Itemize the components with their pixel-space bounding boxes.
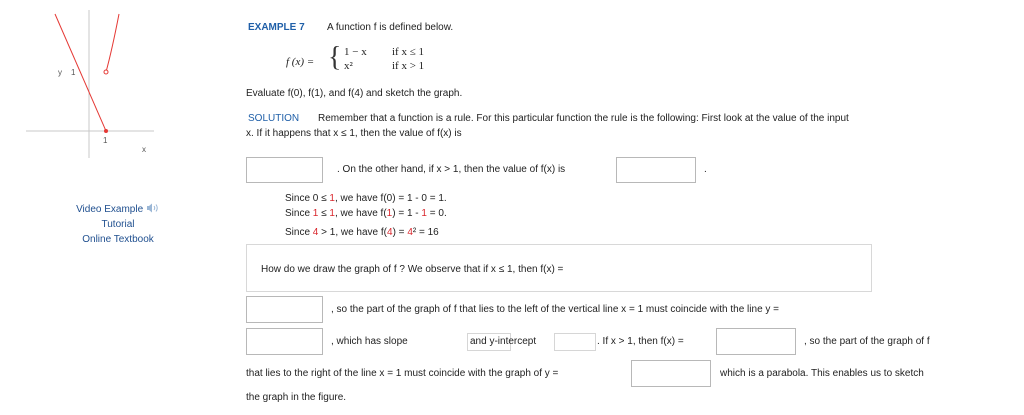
graph-tick-x: 1	[103, 136, 108, 145]
line-segment	[55, 14, 106, 131]
step2-end-text: , so the part of the graph of f	[804, 336, 930, 347]
open-point	[104, 70, 108, 74]
step1-text: , so the part of the graph of f that lies to the left of the vertical line x = 1 must coincide with the line y =	[331, 304, 780, 315]
video-example-label: Video Example	[76, 204, 144, 215]
function-lhs: f (x) =	[286, 56, 315, 68]
speaker-icon	[146, 203, 160, 213]
answer-input-1[interactable]	[246, 157, 323, 183]
evaluate-text: Evaluate f(0), f(1), and f(4) and sketch the graph.	[246, 88, 463, 99]
online-textbook-link[interactable]: Online Textbook	[82, 234, 154, 245]
function-graph	[20, 10, 160, 160]
graph-tick-y: 1	[71, 68, 76, 77]
calc-line-2: Since 1 ≤ 1, we have f(1) = 1 - 1 = 0.	[285, 208, 447, 219]
solution-label: SOLUTION	[248, 113, 300, 124]
case1-cond: if x ≤ 1	[392, 46, 425, 58]
answer-input-5[interactable]	[716, 328, 796, 355]
example-label: EXAMPLE 7	[248, 22, 305, 33]
answer-input-4[interactable]	[246, 328, 323, 355]
solution-line3: . On the other hand, if x > 1, then the value of f(x) is	[337, 164, 566, 175]
answer-input-2[interactable]	[616, 157, 696, 183]
solution-line3-end: .	[704, 164, 707, 175]
calc-line-1: Since 0 ≤ 1, we have f(0) = 1 - 0 = 1.	[285, 193, 447, 204]
step3-text: that lies to the right of the line x = 1 must coincide with the graph of y =	[246, 368, 559, 379]
tutorial-link[interactable]: Tutorial	[101, 219, 135, 230]
intercept-input[interactable]	[554, 333, 596, 351]
graph-y-label: y	[58, 68, 62, 77]
brace: {	[328, 42, 342, 73]
parabola-branch	[106, 14, 119, 72]
closed-point	[104, 129, 108, 133]
step2-slope-text: , which has slope	[331, 336, 408, 347]
video-example-link[interactable]	[58, 203, 178, 215]
example-intro: A function f is defined below.	[327, 22, 454, 33]
solution-line1: Remember that a function is a rule. For this particular function the rule is the following: First look at the value of the input	[318, 113, 849, 124]
case1-expr: 1 − x	[344, 46, 367, 58]
step2-intercept-text: and y-intercept	[470, 336, 537, 347]
panel-question: How do we draw the graph of f ? We observe that if x ≤ 1, then f(x) =	[261, 264, 564, 275]
answer-input-3[interactable]	[246, 296, 323, 323]
solution-line2: x. If it happens that x ≤ 1, then the value of f(x) is	[246, 128, 462, 139]
step2-fx-text: . If x > 1, then f(x) =	[597, 336, 684, 347]
case2-cond: if x > 1	[392, 60, 425, 72]
case2-expr: x²	[344, 60, 353, 72]
calc-line-3: Since 4 > 1, we have f(4) = 4² = 16	[285, 227, 439, 238]
step4-text: the graph in the figure.	[246, 392, 347, 403]
step3-end-text: which is a parabola. This enables us to sketch	[720, 368, 924, 379]
question-panel	[246, 244, 872, 292]
graph-x-label: x	[142, 145, 146, 154]
answer-input-6[interactable]	[631, 360, 711, 387]
